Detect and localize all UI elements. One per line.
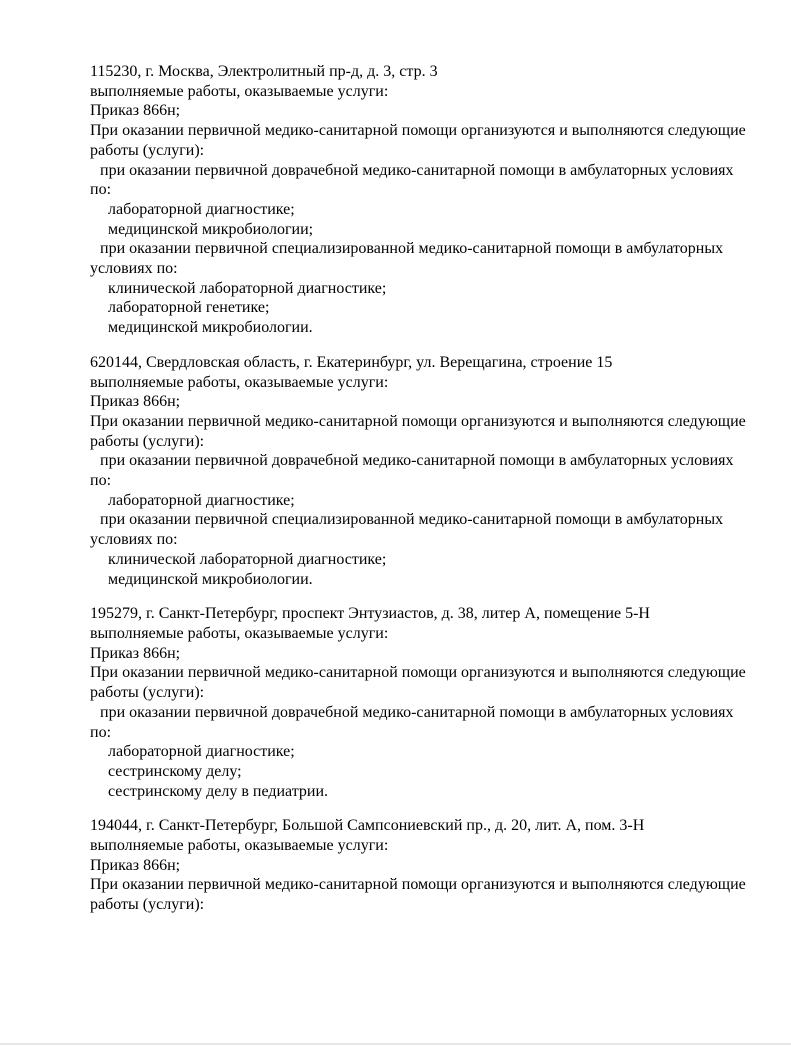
text-line: при оказании первичной доврачебной медико-санитарной помощи в амбулаторных условиях (100, 703, 734, 721)
text-line: при оказании первичной доврачебной медико-санитарной помощи в амбулаторных условиях (100, 161, 734, 179)
text-line: выполняемые работы, оказываемые услуги: (90, 373, 389, 391)
address-line: 195279, г. Санкт-Петербург, проспект Энтузиастов, д. 38, литер А, помещение 5-Н (90, 605, 650, 623)
text-line: Приказ 866н; (90, 393, 181, 411)
text-line: при оказании первичной доврачебной медико-санитарной помощи в амбулаторных условиях (100, 452, 734, 470)
text-line: условиях по: (90, 260, 178, 278)
text-line: При оказании первичной медико-санитарной помощи организуются и выполняются следующие (90, 122, 746, 140)
text-line: Приказ 866н; (90, 856, 181, 874)
service-line: медицинской микробиологии. (108, 570, 313, 588)
license-address-list (90, 62, 761, 915)
service-line: лабораторной диагностике; (108, 491, 295, 509)
service-line: клинической лабораторной диагностике; (108, 279, 387, 297)
address-block-ekaterinburg (90, 353, 761, 589)
text-line: работы (услуги): (90, 896, 205, 914)
address-line: 115230, г. Москва, Электролитный пр-д, д. 3, стр. 3 (90, 63, 438, 80)
text-line: работы (услуги): (90, 141, 205, 159)
bottom-divider (0, 1043, 791, 1045)
text-line: при оказании первичной специализированной медико-санитарной помощи в амбулаторных (100, 240, 724, 258)
text-line: При оказании первичной медико-санитарной помощи организуются и выполняются следующие (90, 664, 746, 682)
service-line: лабораторной генетике; (108, 299, 270, 317)
text-line: При оказании первичной медико-санитарной помощи организуются и выполняются следующие (90, 876, 746, 894)
address-line: 194044, г. Санкт-Петербург, Большой Сампсониевский пр., д. 20, лит. А, пом. 3-Н (90, 817, 645, 835)
text-line: работы (услуги): (90, 432, 205, 450)
service-line: лабораторной диагностике; (108, 200, 295, 218)
text-line: при оказании первичной специализированной медико-санитарной помощи в амбулаторных (100, 511, 724, 529)
text-line: условиях по: (90, 531, 178, 549)
address-block-spb-entuziastov (90, 604, 761, 801)
service-line: клинической лабораторной диагностике; (108, 550, 387, 568)
service-line: сестринскому делу; (108, 762, 242, 780)
text-line: При оказании первичной медико-санитарной помощи организуются и выполняются следующие (90, 412, 746, 430)
text-line: выполняемые работы, оказываемые услуги: (90, 82, 389, 100)
text-line: по: (90, 181, 112, 199)
text-line: Приказ 866н; (90, 102, 181, 120)
service-line: сестринскому делу в педиатрии. (108, 782, 329, 800)
service-line: медицинской микробиологии; (108, 220, 314, 238)
address-block-spb-sampsonievsky (90, 816, 761, 915)
text-line: выполняемые работы, оказываемые услуги: (90, 624, 389, 642)
text-line: работы (услуги): (90, 684, 205, 702)
address-line: 620144, Свердловская область, г. Екатеринбург, ул. Верещагина, строение 15 (90, 353, 613, 371)
address-block-moscow (90, 62, 761, 338)
service-line: медицинской микробиологии. (108, 319, 313, 337)
text-line: по: (90, 472, 112, 490)
text-line: выполняемые работы, оказываемые услуги: (90, 837, 389, 855)
text-line: Приказ 866н; (90, 644, 181, 662)
service-line: лабораторной диагностике; (108, 743, 295, 761)
text-line: по: (90, 723, 112, 741)
